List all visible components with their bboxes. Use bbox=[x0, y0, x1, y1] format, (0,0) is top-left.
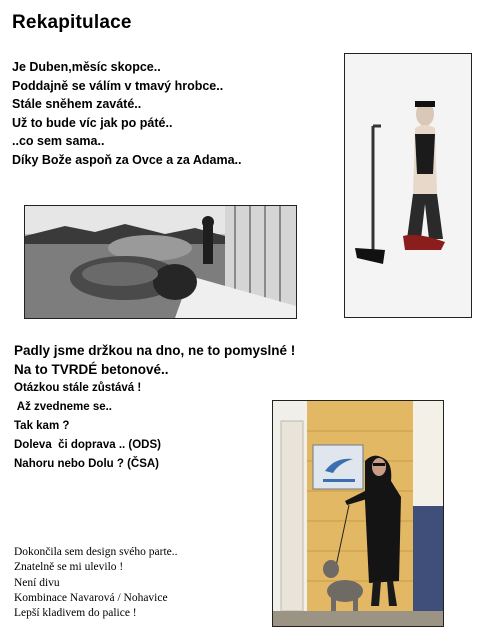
verse-line: Poddajně se válím v tmavý hrobce.. bbox=[12, 78, 224, 93]
verse-line: Díky Bože aspoň za Ovce a za Adama.. bbox=[12, 152, 242, 167]
verse-line: Až zvedneme se.. bbox=[14, 401, 113, 413]
verse-line: Tak kam ? bbox=[14, 420, 70, 432]
verse-line: ..co sem sama.. bbox=[12, 134, 105, 148]
verse-line: Je Duben,měsíc skopce.. bbox=[12, 60, 161, 74]
verse-line: Padly jsme držkou na dno, ne to pomyslné ! bbox=[14, 343, 296, 358]
verse-line: Otázkou stále zůstává ! bbox=[14, 382, 142, 394]
verse-line: Už to bude víc jak po páté.. bbox=[12, 115, 173, 130]
page-title: Rekapitulace bbox=[12, 12, 132, 33]
verse-line: Stále sněhem zaváté.. bbox=[12, 97, 142, 111]
figure-photo bbox=[344, 53, 472, 318]
verse-line: Znatelně se mi ulevilo ! bbox=[14, 561, 124, 574]
verse-line: Na to TVRDÉ betonové.. bbox=[14, 362, 169, 377]
verse-line: Doleva či doprava .. (ODS) bbox=[14, 439, 161, 451]
stanza-3 bbox=[14, 545, 178, 621]
verse-line: Nahoru nebo Dolu ? (ČSA) bbox=[14, 458, 160, 470]
stanza-1 bbox=[12, 58, 242, 169]
verse-line: Dokončila sem design svého parte.. bbox=[14, 546, 178, 558]
farm-photo bbox=[24, 205, 297, 319]
street-photo bbox=[272, 400, 444, 627]
verse-line: Lepší kladivem do palice ! bbox=[14, 607, 137, 620]
verse-line: Není divu bbox=[14, 576, 60, 589]
verse-line: Kombinace Navarová / Nohavice bbox=[14, 591, 168, 604]
stanza-2 bbox=[14, 341, 295, 474]
